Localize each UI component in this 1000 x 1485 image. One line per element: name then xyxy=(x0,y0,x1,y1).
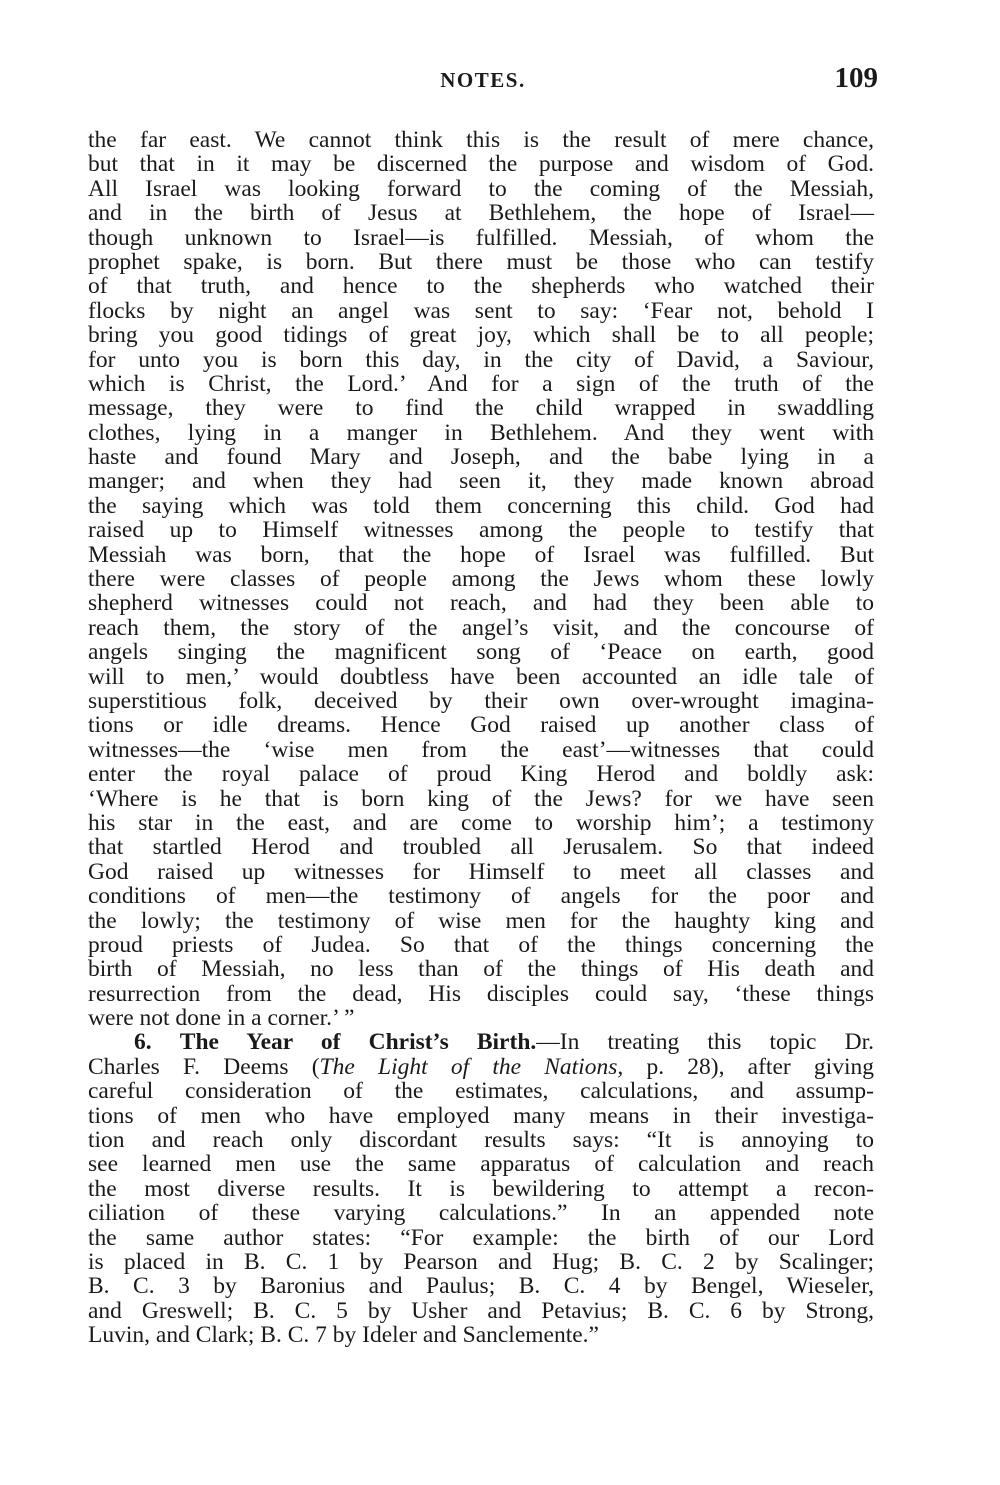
text-line: though unknown to Israel—is fulfilled. Messiah, of whom the xyxy=(88,224,874,251)
running-title: NOTES. xyxy=(440,68,526,92)
text-line: All Israel was looking forward to the coming of the Messiah, xyxy=(88,175,874,202)
section-6 xyxy=(88,1030,874,1347)
text-line: ciliation of these varying calculations.” In an appended note xyxy=(88,1200,874,1227)
text-line: tions of men who have employed many means in their investiga- xyxy=(88,1102,874,1129)
text-line: tions or idle dreams. Hence God raised up another class of xyxy=(88,712,874,739)
text-line: ‘Where is he that is born king of the Jews? for we have seen xyxy=(88,785,874,812)
text-line: proud priests of Judea. So that of the things concerning the xyxy=(88,931,874,958)
text-line: haste and found Mary and Joseph, and the babe lying in a xyxy=(88,444,874,471)
text-line: and in the birth of Jesus at Bethlehem, the hope of Israel— xyxy=(88,200,874,227)
text-line: superstitious folk, deceived by their own over-wrought imagina- xyxy=(88,687,874,714)
text-line: there were classes of people among the Jews whom these lowly xyxy=(88,566,874,593)
section-line-rest: —In treating this topic Dr. xyxy=(536,1029,875,1056)
paragraph-continuation xyxy=(88,128,874,1030)
text-line: that startled Herod and troubled all Jerusalem. So that indeed xyxy=(88,834,874,861)
text-line: flocks by night an angel was sent to say: ‘Fear not, behold I xyxy=(88,297,874,324)
text-line: birth of Messiah, no less than of the things of His death and xyxy=(88,956,874,983)
text-line: which is Christ, the Lord.’ And for a sign of the truth of the xyxy=(88,370,874,397)
text-line: reach them, the story of the angel’s visit, and the concourse of xyxy=(88,614,874,641)
text-line: witnesses—the ‘wise men from the east’—witnesses that could xyxy=(88,736,874,763)
text-line: message, they were to find the child wrapped in swaddling xyxy=(88,395,874,422)
citation-before: Charles F. Deems ( xyxy=(88,1053,320,1080)
text-line: conditions of men—the testimony of angels for the poor and xyxy=(88,883,874,910)
text-line: raised up to Himself witnesses among the people to testify that xyxy=(88,517,874,544)
citation-line xyxy=(88,1055,874,1079)
text-line: the most diverse results. It is bewildering to attempt a recon- xyxy=(88,1175,874,1202)
text-line: of that truth, and hence to the shepherds who watched their xyxy=(88,273,874,300)
text-line: is placed in B. C. 1 by Pearson and Hug; B. C. 2 by Scalinger; xyxy=(88,1248,874,1275)
text-line: but that in it may be discerned the purpose and wisdom of God. xyxy=(88,151,874,178)
text-line: will to men,’ would doubtless have been accounted an idle tale of xyxy=(88,663,874,690)
text-line: prophet spake, is born. But there must be those who can testify xyxy=(88,248,874,275)
text-line: B. C. 3 by Baronius and Paulus; B. C. 4 by Bengel, Wieseler, xyxy=(88,1273,874,1300)
citation-after: p. 28), after giving xyxy=(623,1053,874,1080)
text-line: bring you good tidings of great joy, which shall be to all people; xyxy=(88,322,874,349)
text-line: enter the royal palace of proud King Herod and boldly ask: xyxy=(88,761,874,788)
section-heading: The Year of Christ’s Birth. xyxy=(179,1029,537,1056)
text-line: the same author states: “For example: the birth of our Lord xyxy=(88,1224,874,1251)
text-line: the lowly; the testimony of wise men for the haughty king and xyxy=(88,907,874,934)
text-line: Luvin, and Clark; B. C. 7 by Ideler and Sanclemente.” xyxy=(88,1322,599,1349)
text-line: his star in the east, and are come to worship him’; a testimony xyxy=(88,809,874,836)
text-line: manger; and when they had seen it, they made known abroad xyxy=(88,468,874,495)
text-line: were not done in a corner.’ ” xyxy=(88,1005,355,1032)
text-line: clothes, lying in a manger in Bethlehem. And they went with xyxy=(88,419,874,446)
text-line: resurrection from the dead, His disciples could say, ‘these things xyxy=(88,980,874,1007)
text-line: the saying which was told them concerning this child. God had xyxy=(88,492,874,519)
section-number: 6. xyxy=(134,1029,152,1056)
text-line: careful consideration of the estimates, calculations, and assump- xyxy=(88,1078,874,1105)
text-line: and Greswell; B. C. 5 by Usher and Petavius; B. C. 6 by Strong, xyxy=(88,1297,874,1324)
text-line: for unto you is born this day, in the city of David, a Saviour, xyxy=(88,346,874,373)
text-line: angels singing the magnificent song of ‘Peace on earth, good xyxy=(88,639,874,666)
text-line: tion and reach only discordant results says: “It is annoying to xyxy=(88,1127,874,1154)
text-line: the far east. We cannot think this is the result of mere chance, xyxy=(88,127,874,153)
section-first-line xyxy=(88,1030,874,1054)
page-number: 109 xyxy=(834,62,878,94)
text-line: God raised up witnesses for Himself to meet all classes and xyxy=(88,858,874,885)
book-title: The Light of the Nations, xyxy=(319,1053,624,1080)
text-line: Messiah was born, that the hope of Israel was fulfilled. But xyxy=(88,541,874,568)
text-line: shepherd witnesses could not reach, and had they been able to xyxy=(88,590,874,617)
text-line: see learned men use the same apparatus of calculation and reach xyxy=(88,1151,874,1178)
body-text xyxy=(88,128,874,1348)
running-head xyxy=(88,62,878,98)
